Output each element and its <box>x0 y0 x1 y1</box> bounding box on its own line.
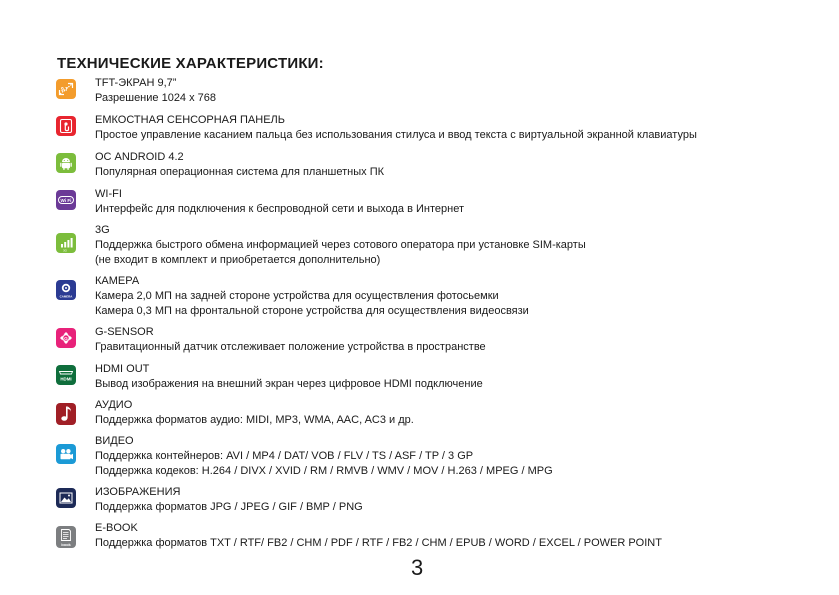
spec-title: E-BOOK <box>95 522 138 534</box>
ebook-icon <box>56 526 76 548</box>
svg-text:book: book <box>61 541 71 547</box>
spec-title: G-SENSOR <box>95 326 154 338</box>
svg-text:G: G <box>64 336 68 342</box>
touch-panel-icon <box>56 116 76 136</box>
page-title: ТЕХНИЧЕСКИЕ ХАРАКТЕРИСТИКИ: <box>57 55 324 72</box>
svg-text:Wi Fi: Wi Fi <box>60 198 72 203</box>
spec-line: Гравитационный датчик отслеживает положение устройства в пространстве <box>95 341 486 353</box>
spec-title: 3G <box>95 224 110 236</box>
spec-line: Поддержка контейнеров: AVI / MP4 / DAT/ VOB / FLV / TS / ASF / TP / 3 GP <box>95 450 474 462</box>
spec-line: Поддержка быстрого обмена информацией через сотового оператора при установке SIM-карты <box>95 239 586 251</box>
spec-line: Камера 0,3 МП на фронтальной стороне устройства для осуществления видеосвязи <box>95 305 529 317</box>
svg-text:CAMERA: CAMERA <box>59 294 73 299</box>
spec-line: Популярная операционная система для планшетных ПК <box>95 166 385 178</box>
android-icon <box>56 153 76 173</box>
page-number: 3 <box>411 555 424 580</box>
g-sensor-icon <box>56 328 76 348</box>
music-note-icon <box>56 403 76 425</box>
spec-title: АУДИО <box>95 399 133 411</box>
spec-line: Вывод изображения на внешний экран через цифровое HDMI подключение <box>95 378 483 390</box>
spec-title: ЕМКОСТНАЯ СЕНСОРНАЯ ПАНЕЛЬ <box>95 114 285 126</box>
spec-title: КАМЕРА <box>95 275 140 287</box>
screen-size-icon <box>56 79 76 99</box>
spec-line: Простое управление касанием пальца без использования стилуса и ввод текста с виртуальной экранной клавиатуры <box>95 129 697 141</box>
spec-line: Интерфейс для подключения к беспроводной сети и выхода в Интернет <box>95 203 464 215</box>
spec-line: Камера 2,0 МП на задней стороне устройства для осуществления фотосьемки <box>95 290 499 302</box>
spec-line: Поддержка кодеков: H.264 / DIVX / XVID / RM / RMVB / WMV / MOV / H.263 / MPEG / MPG <box>95 465 553 477</box>
spec-line: Поддержка форматов JPG / JPEG / GIF / BMP / PNG <box>95 501 363 513</box>
spec-line: (не входит в комплект и приобретается дополнительно) <box>95 254 381 266</box>
camera-icon <box>56 280 76 300</box>
svg-text:3G: 3G <box>62 248 68 253</box>
svg-text:HDMI: HDMI <box>60 376 72 382</box>
image-icon <box>56 488 76 508</box>
signal-3g-icon <box>56 233 76 253</box>
spec-line: Поддержка форматов TXT / RTF/ FB2 / CHM / PDF / RTF / FB2 / CHM / EPUB / WORD / EXCEL / POWER POINT <box>95 537 662 549</box>
svg-text:9,7: 9,7 <box>61 87 68 93</box>
spec-title: WI-FI <box>95 188 122 200</box>
wifi-icon <box>56 190 76 210</box>
spec-title: HDMI OUT <box>95 363 150 375</box>
hdmi-icon <box>56 365 76 385</box>
spec-title: ВИДЕО <box>95 435 134 447</box>
spec-title: ИЗОБРАЖЕНИЯ <box>95 486 181 498</box>
spec-title: ОС ANDROID 4.2 <box>95 151 184 163</box>
video-camera-icon <box>56 444 76 464</box>
spec-title: TFT-ЭКРАН 9,7” <box>95 77 177 89</box>
spec-line: Поддержка форматов аудио: MIDI, MP3, WMA, AAC, AC3 и др. <box>95 414 414 426</box>
spec-line: Разрешение 1024 x 768 <box>95 92 217 104</box>
